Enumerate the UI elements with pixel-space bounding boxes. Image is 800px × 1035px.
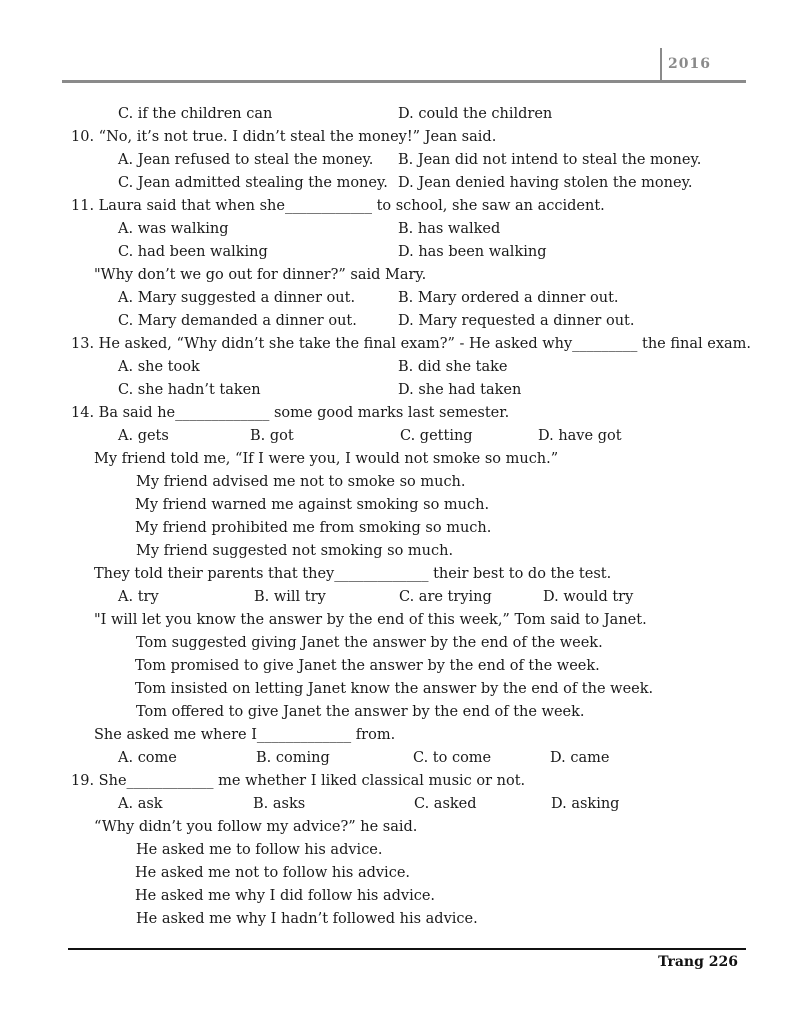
- option: D. have got: [538, 428, 622, 444]
- option: C. she hadn’t taken: [118, 382, 261, 398]
- question-text: “Why didn’t you follow my advice?” he said.: [94, 819, 418, 835]
- option: A. Mary suggested a dinner out.: [118, 290, 356, 306]
- option: A. was walking: [118, 221, 229, 237]
- option-row: [0, 632, 800, 655]
- option: A. ask: [118, 796, 163, 812]
- option: D. has been walking: [398, 244, 547, 260]
- question-line: [0, 126, 800, 149]
- option: A. she took: [118, 359, 200, 375]
- question-text: "I will let you know the answer by the end of this week,” Tom said to Janet.: [94, 612, 647, 628]
- option: A. come: [118, 750, 177, 766]
- option-row: [0, 425, 800, 448]
- option: D. came: [550, 750, 610, 766]
- option: C. getting: [400, 428, 473, 444]
- option: B. Mary ordered a dinner out.: [398, 290, 619, 306]
- option: C. Jean admitted stealing the money.: [118, 175, 388, 191]
- option: B. did she take: [398, 359, 508, 375]
- option-row: [0, 356, 800, 379]
- option: B. coming: [256, 750, 330, 766]
- option-row: [0, 862, 800, 885]
- option: He asked me why I hadn’t followed his advice.: [136, 911, 478, 927]
- option: B. will try: [254, 589, 326, 605]
- question-text: 10. “No, it’s not true. I didn’t steal the money!” Jean said.: [71, 129, 497, 145]
- option-row: [0, 540, 800, 563]
- option-row: [0, 494, 800, 517]
- question-text: They told their parents that they_____________ their best to do the test.: [94, 566, 612, 582]
- option-row: [0, 310, 800, 333]
- option-row: [0, 218, 800, 241]
- option: B. Jean did not intend to steal the money.: [398, 152, 702, 168]
- option: Tom offered to give Janet the answer by the end of the week.: [136, 704, 585, 720]
- option: A. Jean refused to steal the money.: [118, 152, 374, 168]
- header-divider: [660, 48, 662, 81]
- header-year: 2016: [668, 56, 711, 72]
- question-line: [0, 333, 800, 356]
- question-text: My friend told me, “If I were you, I would not smoke so much.”: [94, 451, 559, 467]
- option-row: [0, 103, 800, 126]
- option-row: [0, 287, 800, 310]
- option-row: [0, 678, 800, 701]
- option-row: [0, 517, 800, 540]
- page-number: Trang 226: [658, 954, 738, 970]
- option-row: [0, 471, 800, 494]
- option-row: [0, 793, 800, 816]
- option: C. had been walking: [118, 244, 268, 260]
- question-text: 19. She____________ me whether I liked classical music or not.: [71, 773, 526, 789]
- option: A. try: [118, 589, 159, 605]
- option-row: [0, 839, 800, 862]
- question-line: [0, 264, 800, 287]
- question-text: "Why don’t we go out for dinner?” said Mary.: [94, 267, 427, 283]
- option: My friend advised me not to smoke so much.: [136, 474, 466, 490]
- question-line: [0, 563, 800, 586]
- option: D. she had taken: [398, 382, 522, 398]
- option-row: [0, 885, 800, 908]
- option: D. asking: [551, 796, 620, 812]
- option: My friend warned me against smoking so much.: [135, 497, 490, 513]
- option-row: [0, 379, 800, 402]
- question-line: [0, 195, 800, 218]
- option: D. Mary requested a dinner out.: [398, 313, 635, 329]
- option: D. Jean denied having stolen the money.: [398, 175, 693, 191]
- option-row: [0, 747, 800, 770]
- option: D. would try: [543, 589, 634, 605]
- option: My friend prohibited me from smoking so much.: [135, 520, 492, 536]
- option: C. Mary demanded a dinner out.: [118, 313, 357, 329]
- option: C. to come: [413, 750, 492, 766]
- question-text: 13. He asked, “Why didn’t she take the final exam?” - He asked why_________ the final exam.: [71, 336, 752, 352]
- question-text: 11. Laura said that when she____________ to school, she saw an accident.: [71, 198, 605, 214]
- option: He asked me to follow his advice.: [136, 842, 383, 858]
- question-line: [0, 448, 800, 471]
- option: D. could the children: [398, 106, 553, 122]
- question-line: [0, 402, 800, 425]
- option: Tom suggested giving Janet the answer by the end of the week.: [136, 635, 603, 651]
- document-body: [0, 103, 800, 931]
- option: C. are trying: [399, 589, 492, 605]
- option-row: [0, 241, 800, 264]
- footer-rule: [68, 948, 746, 950]
- option-row: [0, 172, 800, 195]
- question-text: She asked me where I_____________ from.: [94, 727, 396, 743]
- option-row: [0, 908, 800, 931]
- option-row: [0, 655, 800, 678]
- option: B. asks: [253, 796, 306, 812]
- option: My friend suggested not smoking so much.: [136, 543, 454, 559]
- option: B. has walked: [398, 221, 501, 237]
- option-row: [0, 701, 800, 724]
- header-rule: [62, 80, 746, 83]
- option-row: [0, 586, 800, 609]
- option: Tom insisted on letting Janet know the answer by the end of the week.: [135, 681, 654, 697]
- option: B. got: [250, 428, 294, 444]
- question-line: [0, 609, 800, 632]
- option: Tom promised to give Janet the answer by the end of the week.: [135, 658, 600, 674]
- question-text: 14. Ba said he_____________ some good marks last semester.: [71, 405, 510, 421]
- option: C. asked: [414, 796, 477, 812]
- option: A. gets: [118, 428, 169, 444]
- question-line: [0, 816, 800, 839]
- option: He asked me not to follow his advice.: [135, 865, 411, 881]
- option: C. if the children can: [118, 106, 273, 122]
- question-line: [0, 724, 800, 747]
- option-row: [0, 149, 800, 172]
- question-line: [0, 770, 800, 793]
- option: He asked me why I did follow his advice.: [135, 888, 436, 904]
